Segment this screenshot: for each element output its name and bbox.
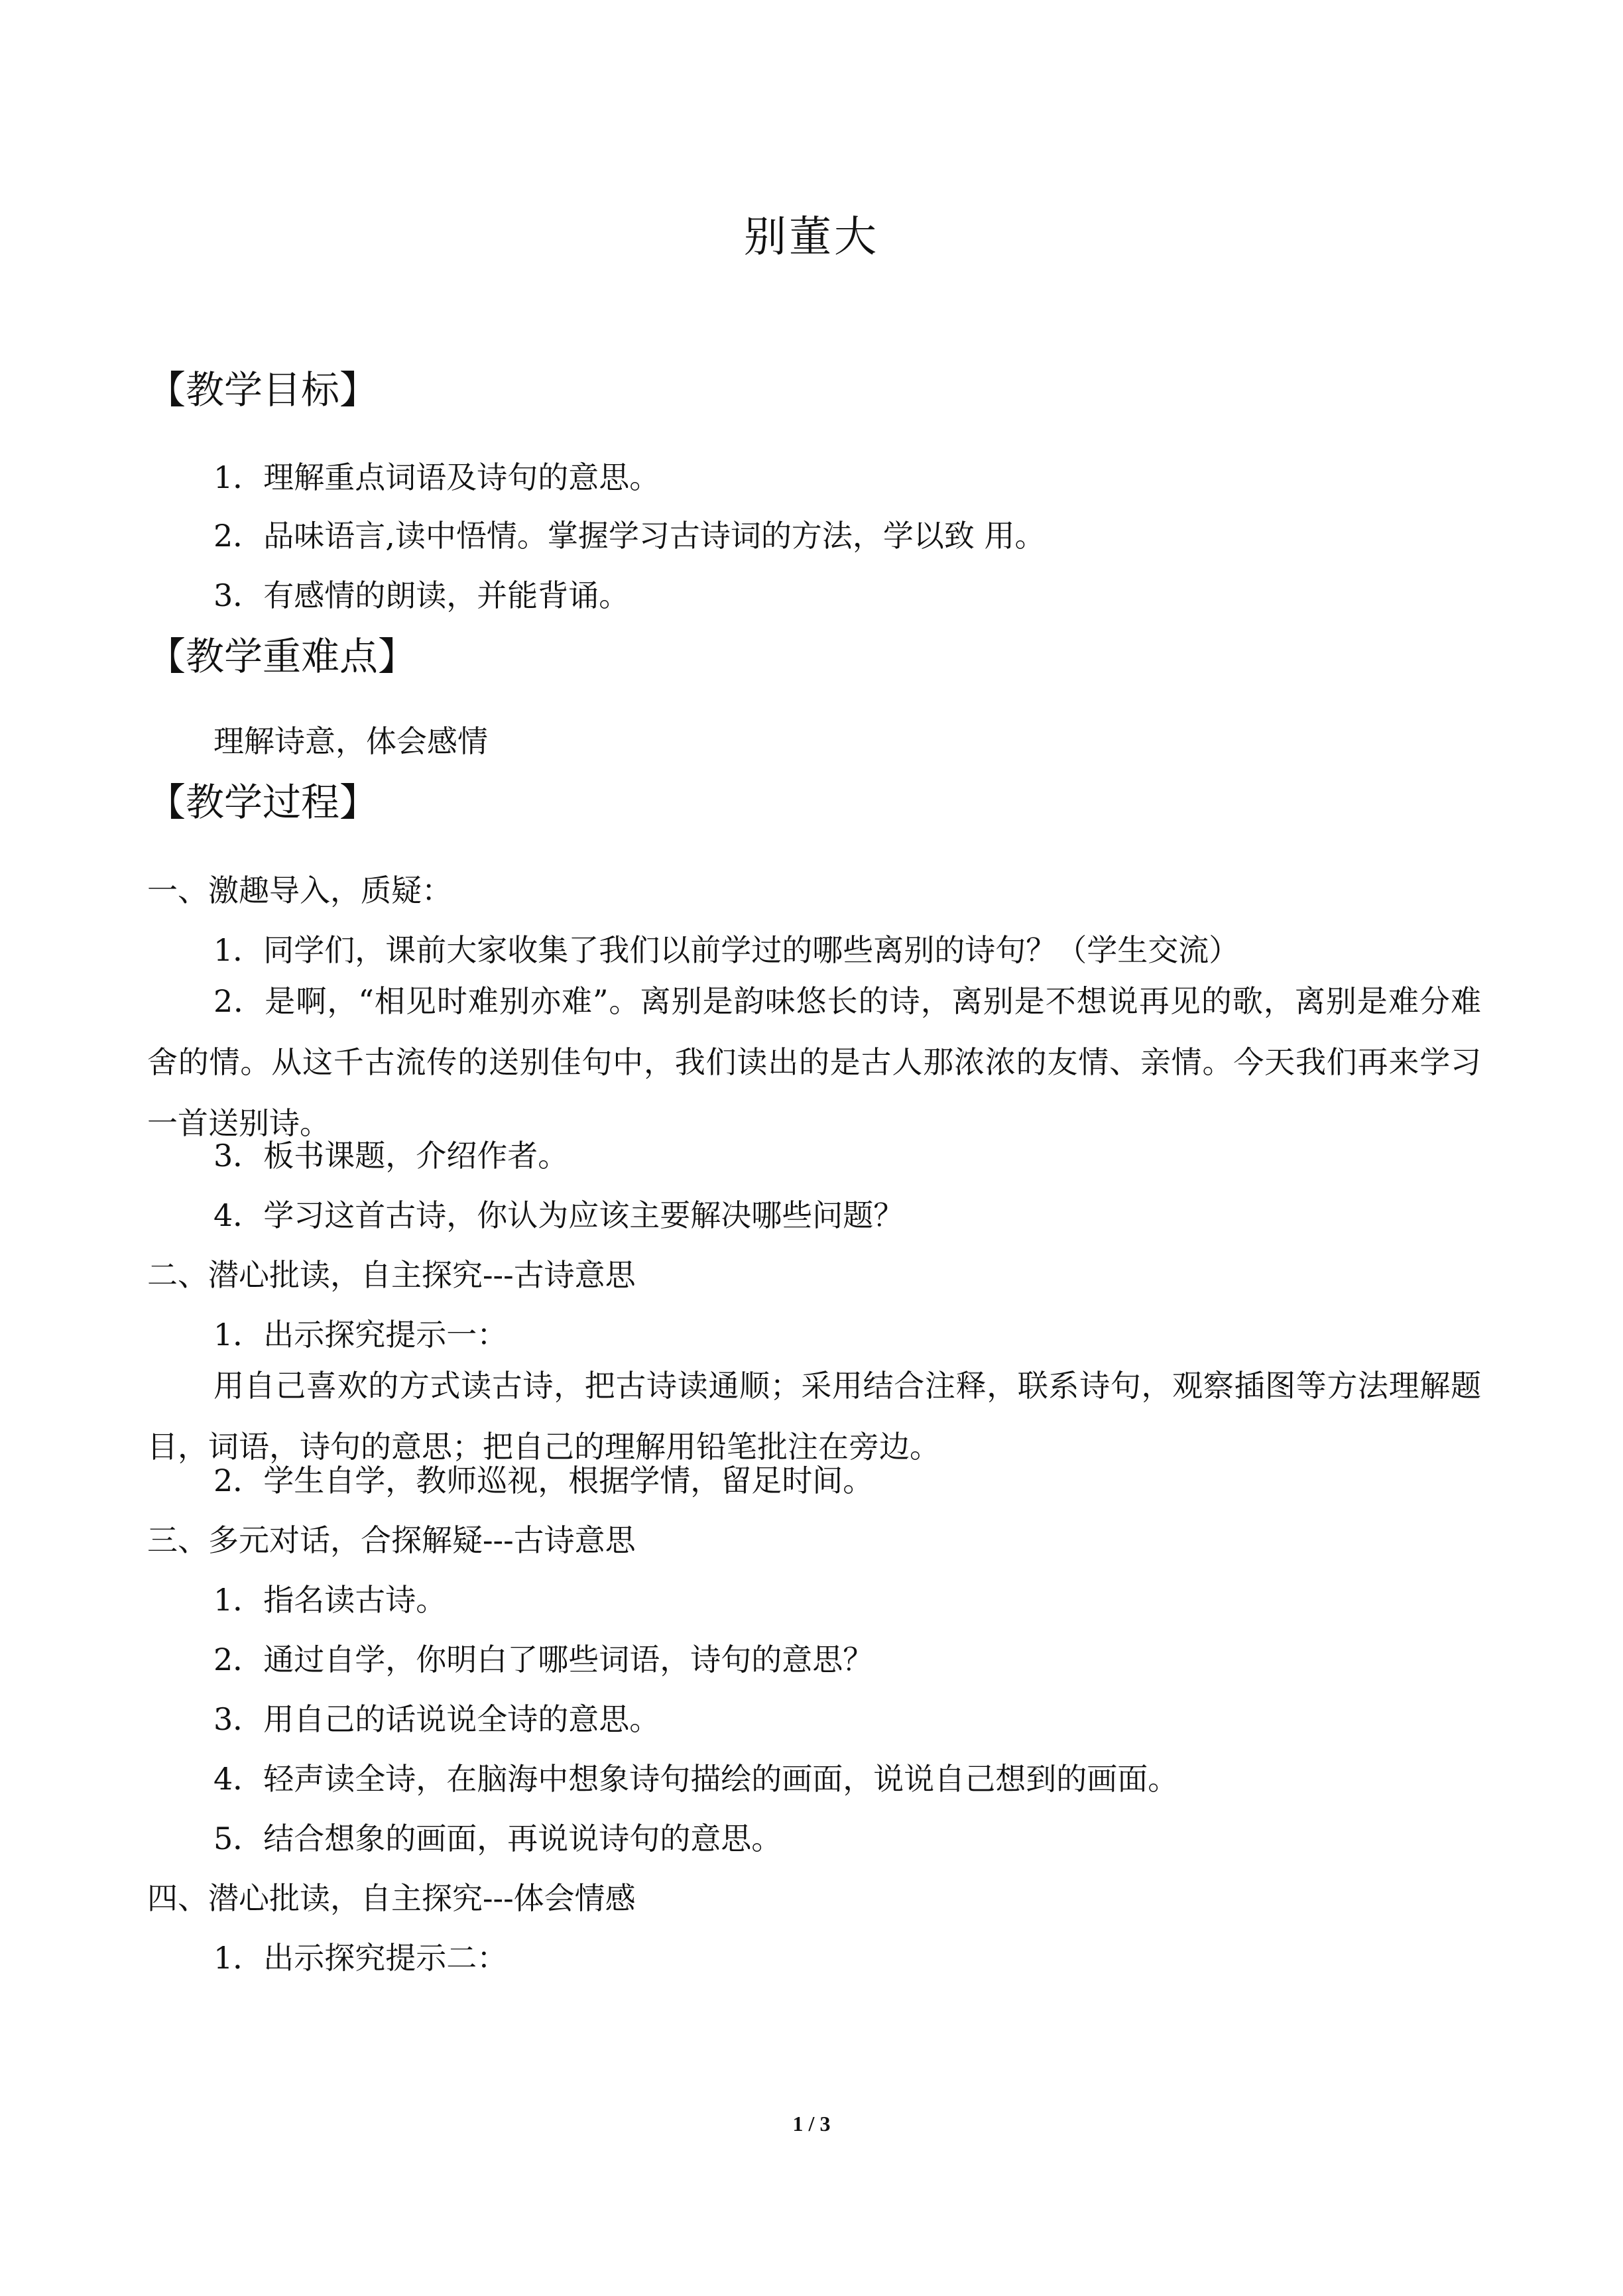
process-part3-item1: 1．指名读古诗。 (213, 1582, 447, 1618)
heading-objectives: 【教学目标】 (147, 367, 379, 412)
process-part2-item2: 2．学生自学，教师巡视，根据学情，留足时间。 (213, 1463, 874, 1498)
process-part2-title: 二、潜心批读，自主探究---古诗意思 (147, 1257, 636, 1293)
process-part3-item2: 2．通过自学，你明白了哪些词语，诗句的意思？ (213, 1642, 874, 1677)
process-part4-item1: 1．出示探究提示二： (213, 1940, 508, 1976)
process-part3-title: 三、多元对话，合探解疑---古诗意思 (147, 1522, 636, 1558)
key-points-text: 理解诗意，体会感情 (213, 723, 488, 759)
objective-item-3: 3．有感情的朗读，并能背诵。 (213, 577, 630, 613)
process-part3-item5: 5．结合想象的画面，再说说诗句的意思。 (213, 1821, 782, 1856)
process-part1-item3: 3．板书课题，介绍作者。 (213, 1138, 569, 1174)
process-part1-item2: 2．是啊，“相见时难别亦难”。离别是韵味悠长的诗，离别是不想说再见的歌，离别是难分难舍的情。从这千古流传的送别佳句中，我们读出的是古人那浓浓的友情、亲情。今天我们再来学习一首送别诗。 (147, 983, 1481, 1141)
process-part2-item1: 1．出示探究提示一： (213, 1317, 508, 1353)
process-part3-item4: 4．轻声读全诗，在脑海中想象诗句描绘的画面，说说自己想到的画面。 (213, 1761, 1179, 1797)
page-title: 别董大 (744, 213, 879, 262)
process-part1-item4: 4．学习这首古诗，你认为应该主要解决哪些问题？ (213, 1197, 904, 1233)
page-number: 1 / 3 (792, 2112, 831, 2136)
process-part2-hint: 用自己喜欢的方式读古诗，把古诗读通顺；采用结合注释，联系诗句，观察插图等方法理解题目，词语，诗句的意思；把自己的理解用铅笔批注在旁边。 (147, 1368, 1481, 1465)
process-part4-title: 四、潜心批读，自主探究---体会情感 (147, 1880, 636, 1916)
process-part1-title: 一、激趣导入，质疑： (147, 873, 452, 908)
process-part1-item1: 1．同学们，课前大家收集了我们以前学过的哪些离别的诗句？（学生交流） (213, 932, 1240, 968)
heading-process: 【教学过程】 (147, 780, 379, 825)
process-part3-item3: 3．用自己的话说说全诗的意思。 (213, 1701, 660, 1737)
objective-item-1: 1．理解重点词语及诗句的意思。 (213, 459, 660, 495)
objective-item-2: 2．品味语言,读中悟情。掌握学习古诗词的方法，学以致 用。 (213, 518, 1046, 554)
heading-key-points: 【教学重难点】 (147, 634, 417, 679)
